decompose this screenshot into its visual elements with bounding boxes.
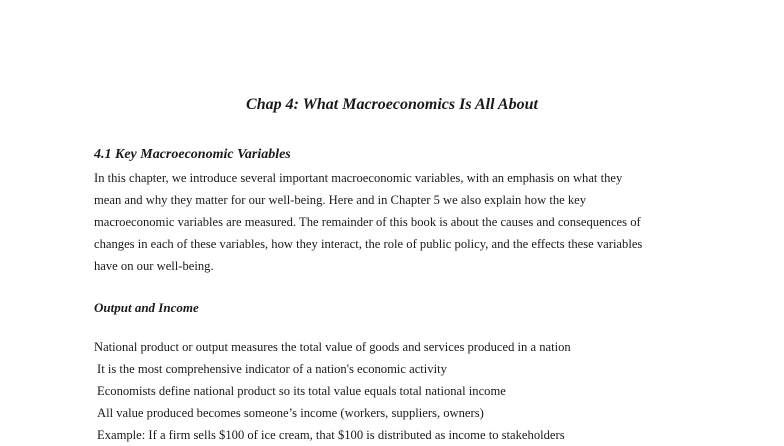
section-heading: 4.1 Key Macroeconomic Variables	[94, 147, 291, 162]
intro-paragraph	[94, 167, 704, 277]
list-item: All value produced becomes someone’s income (workers, suppliers, owners)	[97, 406, 484, 420]
paragraph-line: changes in each of these variables, how they interact, the role of public policy, and the effects these variables	[94, 237, 643, 251]
list-item: Example: If a firm sells $100 of ice cream, that $100 is distributed as income to stakeholders	[97, 428, 565, 442]
paragraph-line: macroeconomic variables are measured. The remainder of this book is about the causes and consequences of	[94, 215, 641, 229]
chapter-title: Chap 4: What Macroeconomics Is All About	[246, 96, 538, 113]
list-item: National product or output measures the total value of goods and services produced in a nation	[94, 340, 571, 354]
output-income-list	[94, 336, 571, 446]
paragraph-line: In this chapter, we introduce several important macroeconomic variables, with an emphasis on what they	[94, 171, 623, 185]
paragraph-line: mean and why they matter for our well-being. Here and in Chapter 5 we also explain how the key	[94, 193, 587, 207]
paragraph-line: have on our well-being.	[94, 259, 214, 273]
list-item: Economists define national product so its total value equals total national income	[97, 384, 506, 398]
subsection-heading: Output and Income	[94, 300, 199, 315]
list-item: It is the most comprehensive indicator of a nation's economic activity	[97, 362, 447, 376]
